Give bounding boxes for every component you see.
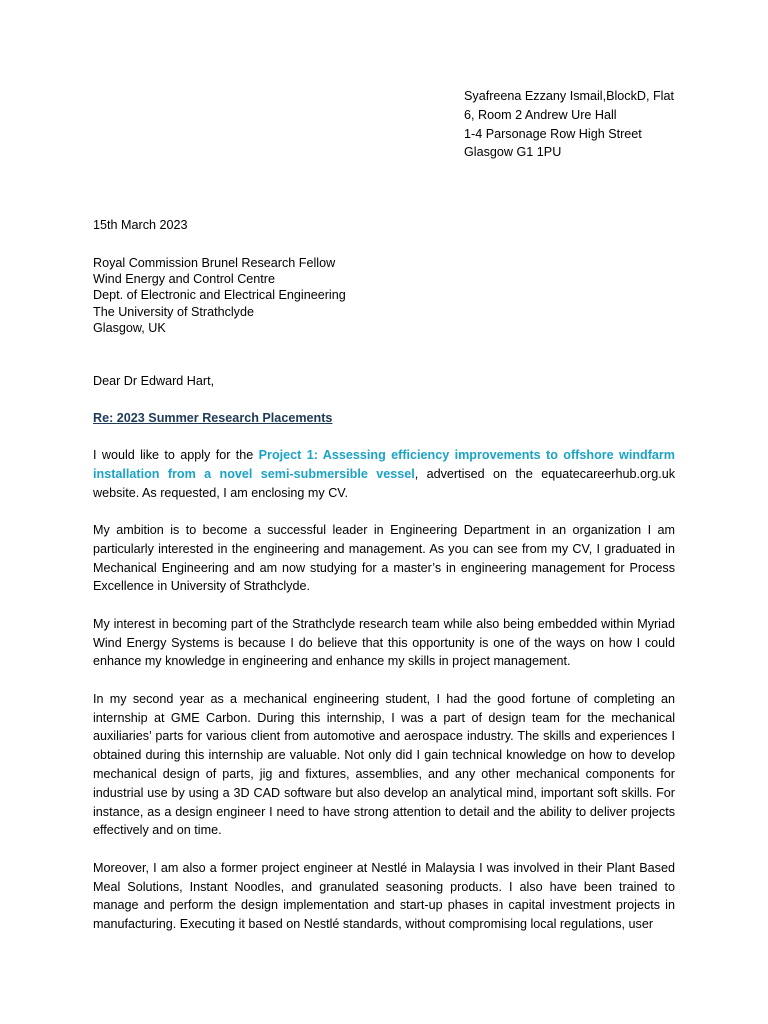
paragraph-4: In my second year as a mechanical engineering student, I had the good fortune of completing an internship at GME Carbon. During this internship, I was a part of design team for the mechanical auxiliaries’ parts for various client from automotive and aerospace industry. The skills and experiences I obtained during this internship are valuable. Not only did I gain technical knowledge on how to develop mechanical design of parts, jig and fixtures, assemblies, and any other mechanical components for industrial use by using a 3D CAD software but also develop an analytical mind, important soft skills. For instance, as a design engineer I need to have strong attention to detail and the ability to deliver projects effectively and on time. [93, 691, 675, 838]
paragraph-1-rest: , advertised on the equatecareerhub.org.uk website. As requested, I am enclosing my CV. [93, 466, 675, 500]
project-title: Project 1: Assessing efficiency improvements to offshore windfarm installation from a novel semi-submersible vessel [93, 448, 676, 481]
paragraph-2: My ambition is to become a successful leader in Engineering Department in an organization I am particularly interested in the engineering and management. As you can see from my CV, I graduated in Mechanical Engineering and am now studying for a master’s in engineering management for Process Excellence in University of Strathclyde. [93, 522, 675, 594]
sender-address [464, 87, 704, 162]
recipient-address [93, 255, 346, 336]
sender-line-1: Syafreena Ezzany Ismail,BlockD, Flat [464, 89, 674, 103]
paragraph-5: Moreover, I am also a former project engineer at Nestlé in Malaysia I was involved in their Plant Based Meal Solutions, Instant Noodles, and granulated seasoning products. I also have been trained to manage and perform the design implementation and start-up phases in capital investment projects in manufacturing. Executing it based on Nestlé standards, without compromising local regulations, user [93, 860, 675, 932]
paragraph-1-intro: I would like to apply for the [93, 448, 259, 462]
salutation: Dear Dr Edward Hart, [93, 374, 215, 388]
letter-date: 15th March 2023 [93, 218, 188, 232]
paragraph-3: My interest in becoming part of the Strathclyde research team while also being embedded within Myriad Wind Energy Systems is because I do believe that this opportunity is one of the ways on how I could enhance my knowledge in engineering and enhance my skills in project management. [93, 616, 675, 669]
recipient-line-5: Glasgow, UK [93, 320, 166, 335]
sender-line-4: Glasgow G1 1PU [464, 145, 562, 160]
recipient-line-1: Royal Commission Brunel Research Fellow [93, 256, 336, 270]
recipient-line-3: Dept. of Electronic and Electrical Engineering [93, 288, 346, 303]
sender-line-3: 1-4 Parsonage Row High Street [464, 126, 642, 141]
recipient-line-4: The University of Strathclyde [93, 304, 254, 319]
letter-body [93, 446, 675, 953]
subject-line [93, 409, 332, 427]
subject-prefix: Re: [93, 411, 117, 425]
recipient-line-2: Wind Energy and Control Centre [93, 272, 276, 287]
paragraph-1 [93, 446, 675, 502]
subject-title: 2023 Summer Research Placements [116, 411, 333, 425]
sender-line-2: 6, Room 2 Andrew Ure Hall [464, 107, 617, 122]
